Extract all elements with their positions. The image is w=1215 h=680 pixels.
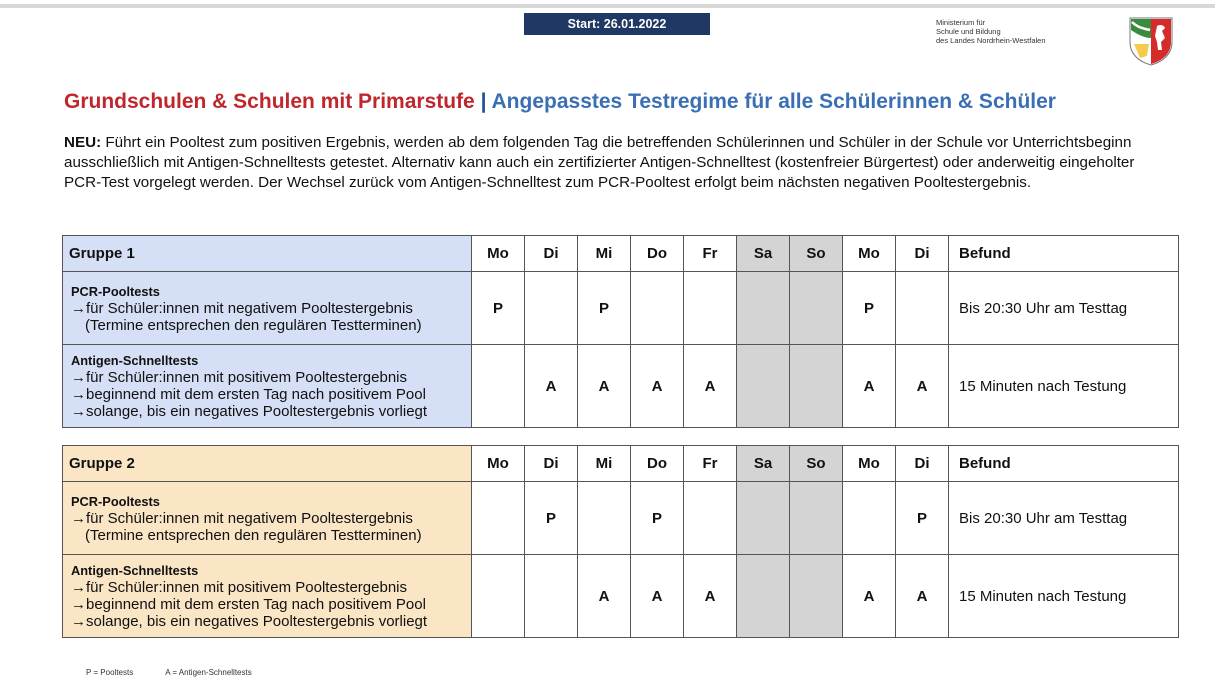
day-header: Sa — [737, 236, 790, 272]
day-header: So — [790, 236, 843, 272]
row-note: →für Schüler:innen mit positivem Pooltestergebnis — [71, 369, 407, 386]
day-header: Di — [525, 236, 578, 272]
test-mark — [472, 555, 525, 638]
test-mark — [737, 482, 790, 555]
table-row — [63, 482, 1179, 555]
test-mark — [631, 272, 684, 345]
test-mark — [790, 345, 843, 428]
table-row — [63, 555, 1179, 638]
table-header-row — [63, 236, 1179, 272]
test-mark: P — [843, 272, 896, 345]
day-header: Mo — [843, 236, 896, 272]
intro-lead: NEU: — [64, 134, 102, 151]
day-header: So — [790, 446, 843, 482]
test-mark: A — [896, 345, 949, 428]
antigen-description — [63, 555, 472, 638]
test-mark: A — [896, 555, 949, 638]
day-header: Do — [631, 236, 684, 272]
day-header: Fr — [684, 446, 737, 482]
row-note: →für Schüler:innen mit negativem Pooltestergebnis — [71, 299, 413, 317]
title-secondary: Angepasstes Testregime für alle Schülerinnen & Schüler — [491, 90, 1056, 113]
test-mark — [843, 482, 896, 555]
test-mark — [737, 272, 790, 345]
test-mark: P — [631, 482, 684, 555]
ministry-line: Schule und Bildung — [936, 27, 1001, 36]
ministry-line: Ministerium für — [936, 18, 986, 27]
pcr-description — [63, 272, 472, 345]
row-note: →solange, bis ein negatives Pooltestergebnis vorliegt — [71, 613, 428, 630]
test-mark: A — [525, 345, 578, 428]
test-mark — [525, 555, 578, 638]
ministry-name — [936, 18, 1046, 45]
ministry-line: des Landes Nordrhein-Westfalen — [936, 36, 1046, 45]
intro-text: Führt ein Pooltest zum positiven Ergebnis, werden ab dem folgenden Tag die betreffenden Schülerinnen und Schüler in der Schule vor Unterrichtsbeginn ausschließlich mit Antigen-Schnelltests getestet. Alternativ kann auch ein zertifizierter Antigen-Schnelltest (kostenfreier Bürgertest) oder anderweitig eingeholter PCR-Test vorgelegt werden. Der Wechsel zurück vom Antigen-Schnelltest zum PCR-Pooltest erfolgt beim nächsten negativen Pooltestergebnis. — [64, 134, 1135, 191]
title-separator: | — [474, 90, 492, 113]
day-header: Do — [631, 446, 684, 482]
intro-paragraph — [64, 133, 1174, 193]
test-mark: P — [896, 482, 949, 555]
day-header: Mo — [843, 446, 896, 482]
title-primary: Grundschulen & Schulen mit Primarstufe — [64, 90, 475, 113]
row-note: →beginnend mit dem ersten Tag nach positivem Pool — [71, 596, 426, 613]
row-note: →solange, bis ein negatives Pooltestergebnis vorliegt — [71, 403, 428, 420]
test-mark — [737, 345, 790, 428]
befund-cell: Bis 20:30 Uhr am Testtag — [949, 272, 1179, 345]
row-note: (Termine entsprechen den regulären Testterminen) — [85, 526, 422, 544]
test-mark: A — [843, 555, 896, 638]
test-mark: A — [843, 345, 896, 428]
test-mark: A — [684, 555, 737, 638]
test-mark — [790, 555, 843, 638]
test-mark — [684, 482, 737, 555]
day-header: Fr — [684, 236, 737, 272]
test-mark — [896, 272, 949, 345]
test-mark — [790, 272, 843, 345]
test-mark — [684, 272, 737, 345]
test-mark — [472, 482, 525, 555]
nrw-crest-icon — [1126, 14, 1176, 66]
day-header: Mo — [472, 446, 525, 482]
row-title: Antigen-Schnelltests — [71, 563, 199, 578]
day-header: Mi — [578, 446, 631, 482]
pcr-description — [63, 482, 472, 555]
top-divider — [0, 4, 1215, 8]
row-note: →für Schüler:innen mit negativem Pooltestergebnis — [71, 509, 413, 527]
test-mark — [578, 482, 631, 555]
day-header: Sa — [737, 446, 790, 482]
table-header-row — [63, 446, 1179, 482]
day-header: Di — [896, 446, 949, 482]
row-title: Antigen-Schnelltests — [71, 353, 199, 368]
row-title: PCR-Pooltests — [71, 283, 160, 299]
legend-antigen: A = Antigen-Schnelltests — [165, 668, 252, 677]
befund-cell: 15 Minuten nach Testung — [949, 555, 1179, 638]
test-mark: P — [525, 482, 578, 555]
group-2-schedule-table — [62, 445, 1179, 638]
table-row — [63, 272, 1179, 345]
befund-header: Befund — [949, 236, 1179, 272]
row-title: PCR-Pooltests — [71, 493, 160, 509]
day-header: Di — [896, 236, 949, 272]
start-date-badge: Start: 26.01.2022 — [524, 13, 710, 35]
row-note: →für Schüler:innen mit positivem Pooltestergebnis — [71, 579, 407, 596]
test-mark — [472, 345, 525, 428]
test-mark — [737, 555, 790, 638]
test-mark: A — [631, 555, 684, 638]
test-mark: A — [578, 345, 631, 428]
befund-cell: Bis 20:30 Uhr am Testtag — [949, 482, 1179, 555]
test-mark: P — [578, 272, 631, 345]
day-header: Mi — [578, 236, 631, 272]
test-mark — [790, 482, 843, 555]
row-note: →beginnend mit dem ersten Tag nach positivem Pool — [71, 386, 426, 403]
table-row — [63, 345, 1179, 428]
befund-cell: 15 Minuten nach Testung — [949, 345, 1179, 428]
page-title — [64, 90, 1056, 114]
legend — [86, 668, 252, 677]
befund-header: Befund — [949, 446, 1179, 482]
test-mark: P — [472, 272, 525, 345]
group-label: Gruppe 1 — [63, 236, 472, 272]
day-header: Mo — [472, 236, 525, 272]
row-note: (Termine entsprechen den regulären Testterminen) — [85, 316, 422, 334]
antigen-description — [63, 345, 472, 428]
test-mark: A — [578, 555, 631, 638]
group-1-schedule-table — [62, 235, 1179, 428]
test-mark: A — [684, 345, 737, 428]
group-label: Gruppe 2 — [63, 446, 472, 482]
test-mark — [525, 272, 578, 345]
legend-pooltest: P = Pooltests — [86, 668, 134, 677]
day-header: Di — [525, 446, 578, 482]
test-mark: A — [631, 345, 684, 428]
